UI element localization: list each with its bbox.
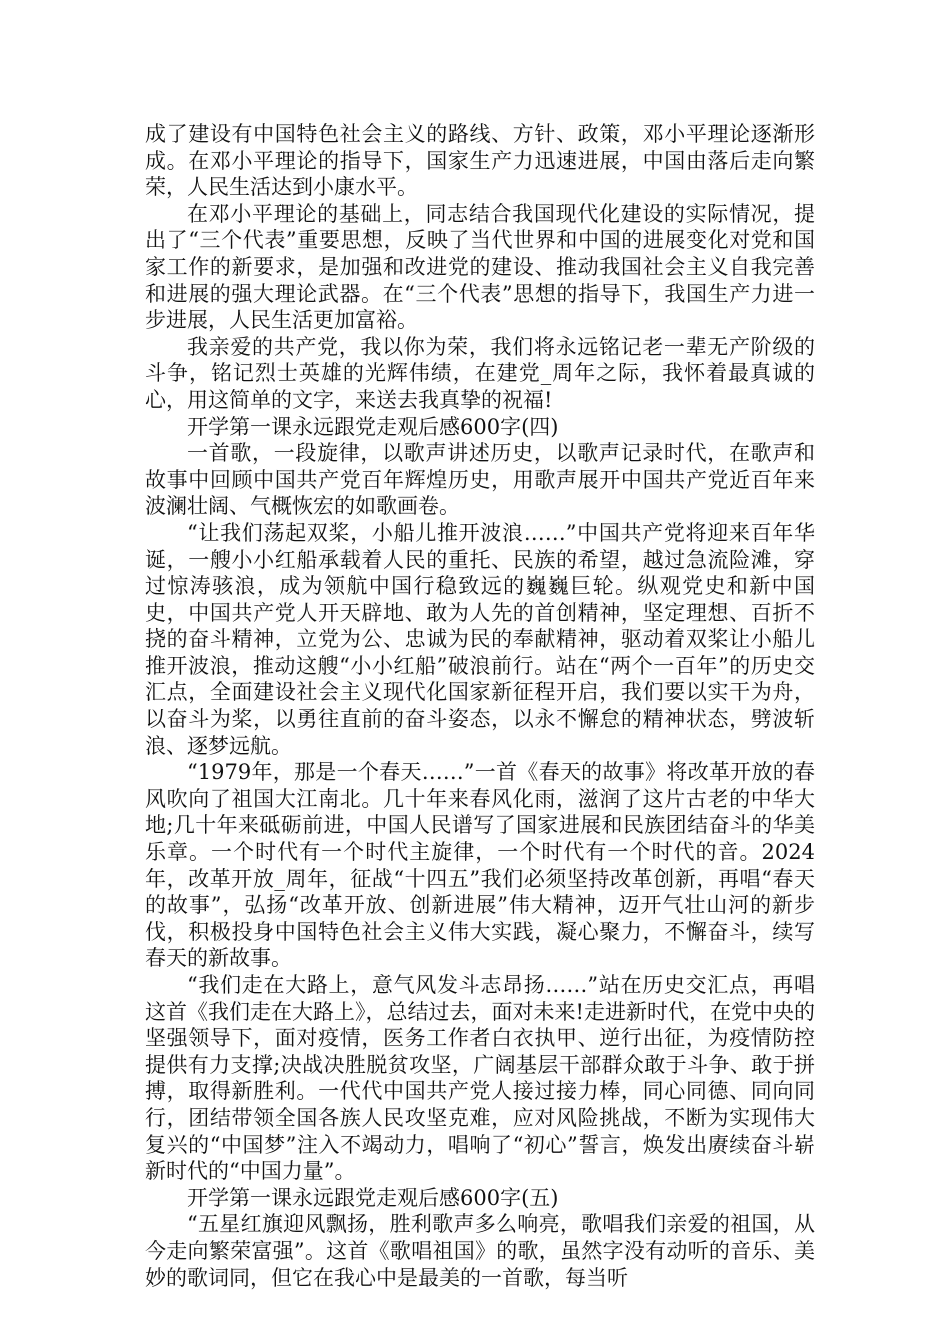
document-page [145, 121, 815, 1291]
paragraph-song-history: 一首歌，一段旋律，以歌声讲述历史，以歌声记录时代，在歌声和故事中回顾中国共产党百年辉煌历史，用歌声展开中国共产党近百年来波澜壮阔、气概恢宏的如歌画卷。 [145, 441, 815, 519]
paragraph-sing-motherland: “五星红旗迎风飘扬，胜利歌声多么响亮，歌唱我们亲爱的祖国，从今走向繁荣富强”。这首《歌唱祖国》的歌，虽然字没有动听的音乐、美妙的歌词同，但它在我心中是最美的一首歌，每当听 [145, 1212, 815, 1290]
paragraph-blessing: 我亲爱的共产党，我以你为荣，我们将永远铭记老一辈无产阶级的斗争，铭记烈士英雄的光辉伟绩，在建党_周年之际，我怀着最真诚的心，用这简单的文字，来送去我真挚的祝福! [145, 334, 815, 412]
paragraph-three-represents: 在邓小平理论的基础上，同志结合我国现代化建设的实际情况，提出了“三个代表”重要思想，反映了当代世界和中国的进展变化对党和国家工作的新要求，是加强和改进党的建设、推动我国社会主义自我完善和进展的强大理论武器。在“三个代表”思想的指导下，我国生产力进一步进展，人民生活更加富裕。 [145, 201, 815, 333]
paragraph-red-boat: “让我们荡起双桨，小船儿推开波浪……”中国共产党将迎来百年华诞，一艘小小红船承载着人民的重托、民族的希望，越过急流险滩，穿过惊涛骇浪，成为领航中国行稳致远的巍巍巨轮。纵观党史和新中国史，中国共产党人开天辟地、敢为人先的首创精神，坚定理想、百折不挠的奋斗精神，立党为公、忠诚为民的奉献精神，驱动着双桨让小船儿推开波浪，推动这艘“小小红船”破浪前行。站在“两个一百年”的历史交汇点，全面建设社会主义现代化国家新征程开启，我们要以实干为舟，以奋斗为桨，以勇往直前的奋斗姿态，以永不懈怠的精神状态，劈波斩浪、逐梦远航。 [145, 520, 815, 758]
paragraph-spring-story: “1979年，那是一个春天……”一首《春天的故事》将改革开放的春风吹向了祖国大江南北。几十年来春风化雨，滋润了这片古老的中华大地;几十年来砥砺前进，中国人民谱写了国家进展和民族团结奋斗的华美乐章。一个时代有一个时代主旋律，一个时代有一个时代的音。2024年，改革开放_周年，征战“十四五”我们必须坚持改革创新，再唱“春天的故事”，弘扬“改革开放、创新进展”伟大精神，迈开气壮山河的新步伐，积极投身中国特色社会主义伟大实践，凝心聚力，不懈奋斗，续写春天的新故事。 [145, 760, 815, 971]
section-heading-four: 开学第一课永远跟党走观后感600字(四) [187, 414, 559, 439]
section-heading-five: 开学第一课永远跟党走观后感600字(五) [187, 1185, 559, 1210]
paragraph-on-the-road: “我们走在大路上，意气风发斗志昂扬……”站在历史交汇点，再唱这首《我们走在大路上》，总结过去，面对未来!走进新时代，在党中央的坚强领导下，面对疫情，医务工作者白衣执甲、逆行出征，为疫情防控提供有力支撑;决战决胜脱贫攻坚，广阔基层干部群众敢于斗争、敢于拼搏，取得新胜利。一代代中国共产党人接过接力棒，同心同德、同向同行，团结带领全国各族人民攻坚克难，应对风险挑战，不断为实现伟大复兴的“中国梦”注入不竭动力，唱响了“初心”誓言，焕发出赓续奋斗崭新时代的“中国力量”。 [145, 973, 815, 1184]
paragraph-continued: 成了建设有中国特色社会主义的路线、方针、政策，邓小平理论逐渐形成。在邓小平理论的指导下，国家生产力迅速进展，中国由落后走向繁荣，人民生活达到小康水平。 [145, 122, 815, 200]
